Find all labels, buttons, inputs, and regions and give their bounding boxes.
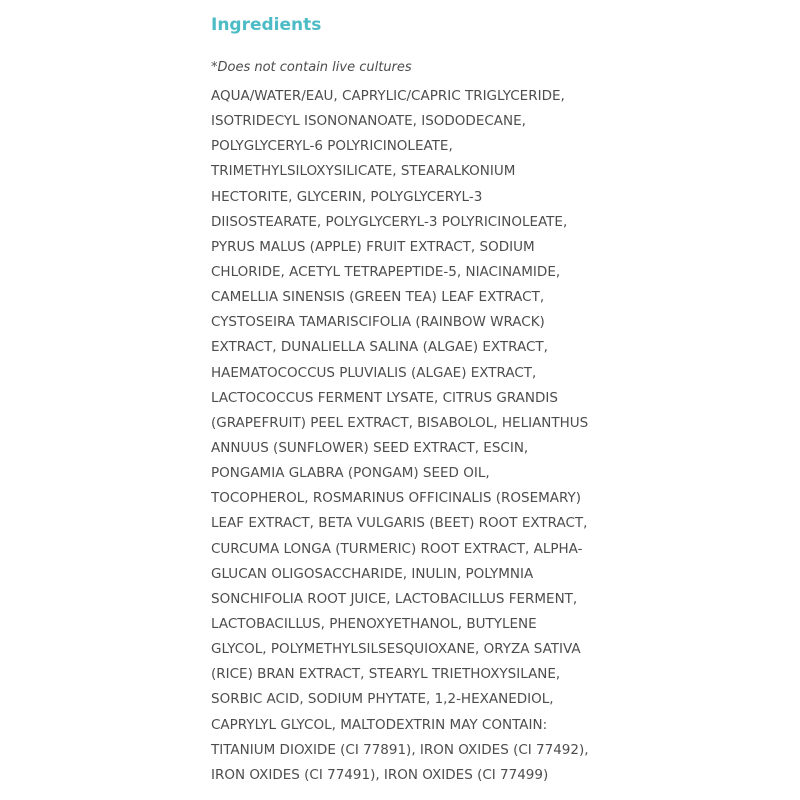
live-cultures-note: *Does not contain live cultures [211,60,412,75]
ingredient-line: CURCUMA LONGA (TURMERIC) ROOT EXTRACT, ALPHA- [211,540,583,557]
ingredient-line: TOCOPHEROL, ROSMARINUS OFFICINALIS (ROSEMARY) [211,490,582,507]
ingredient-line: DIISOSTEARATE, POLYGLYCERYL-3 POLYRICINOLEATE, [211,213,568,230]
ingredient-line: HECTORITE, GLYCERIN, POLYGLYCERYL-3 [211,188,483,205]
ingredient-line: ISOTRIDECYL ISONONANOATE, ISODODECANE, [211,113,526,130]
ingredient-line: AQUA/WATER/EAU, CAPRYLIC/CAPRIC TRIGLYCERIDE, [211,88,565,104]
ingredient-line: LACTOCOCCUS FERMENT LYSATE, CITRUS GRANDIS [211,389,558,406]
ingredient-line: LACTOBACILLUS, PHENOXYETHANOL, BUTYLENE [211,615,537,632]
ingredient-line: CYSTOSEIRA TAMARISCIFOLIA (RAINBOW WRACK) [211,314,545,331]
ingredient-line: EXTRACT, DUNALIELLA SALINA (ALGAE) EXTRACT, [211,339,548,356]
ingredient-line: GLUCAN OLIGOSACCHARIDE, INULIN, POLYMNIA [211,565,534,582]
ingredient-line: PONGAMIA GLABRA (PONGAM) SEED OIL, [211,465,490,482]
ingredients-list [211,85,651,789]
ingredient-line: (RICE) BRAN EXTRACT, STEARYL TRIETHOXYSILANE, [211,666,561,683]
ingredient-line: GLYCOL, POLYMETHYLSILSESQUIOXANE, ORYZA SATIVA [211,641,581,658]
ingredient-line: CAMELLIA SINENSIS (GREEN TEA) LEAF EXTRACT, [211,289,545,306]
ingredients-heading: Ingredients [211,15,322,35]
ingredient-line: SONCHIFOLIA ROOT JUICE, LACTOBACILLUS FERMENT, [211,590,578,607]
ingredient-line: HAEMATOCOCCUS PLUVIALIS (ALGAE) EXTRACT, [211,364,537,381]
ingredient-line: TITANIUM DIOXIDE (CI 77891), IRON OXIDES (CI 77492), [211,741,589,758]
ingredient-line: PYRUS MALUS (APPLE) FRUIT EXTRACT, SODIUM [211,238,535,255]
ingredient-line: CHLORIDE, ACETYL TETRAPEPTIDE-5, NIACINAMIDE, [211,263,561,280]
ingredient-line: IRON OXIDES (CI 77491), IRON OXIDES (CI 77499) [211,766,549,783]
ingredient-line: POLYGLYCERYL-6 POLYRICINOLEATE, [211,138,453,155]
ingredient-line: TRIMETHYLSILOXYSILICATE, STEARALKONIUM [211,163,516,180]
ingredient-line: SORBIC ACID, SODIUM PHYTATE, 1,2-HEXANEDIOL, [211,691,554,708]
ingredient-line: CAPRYLYL GLYCOL, MALTODEXTRIN MAY CONTAIN: [211,716,548,733]
ingredient-line: ANNUUS (SUNFLOWER) SEED EXTRACT, ESCIN, [211,439,529,456]
ingredient-line: (GRAPEFRUIT) PEEL EXTRACT, BISABOLOL, HELIANTHUS [211,414,589,431]
ingredient-line: LEAF EXTRACT, BETA VULGARIS (BEET) ROOT EXTRACT, [211,515,588,532]
